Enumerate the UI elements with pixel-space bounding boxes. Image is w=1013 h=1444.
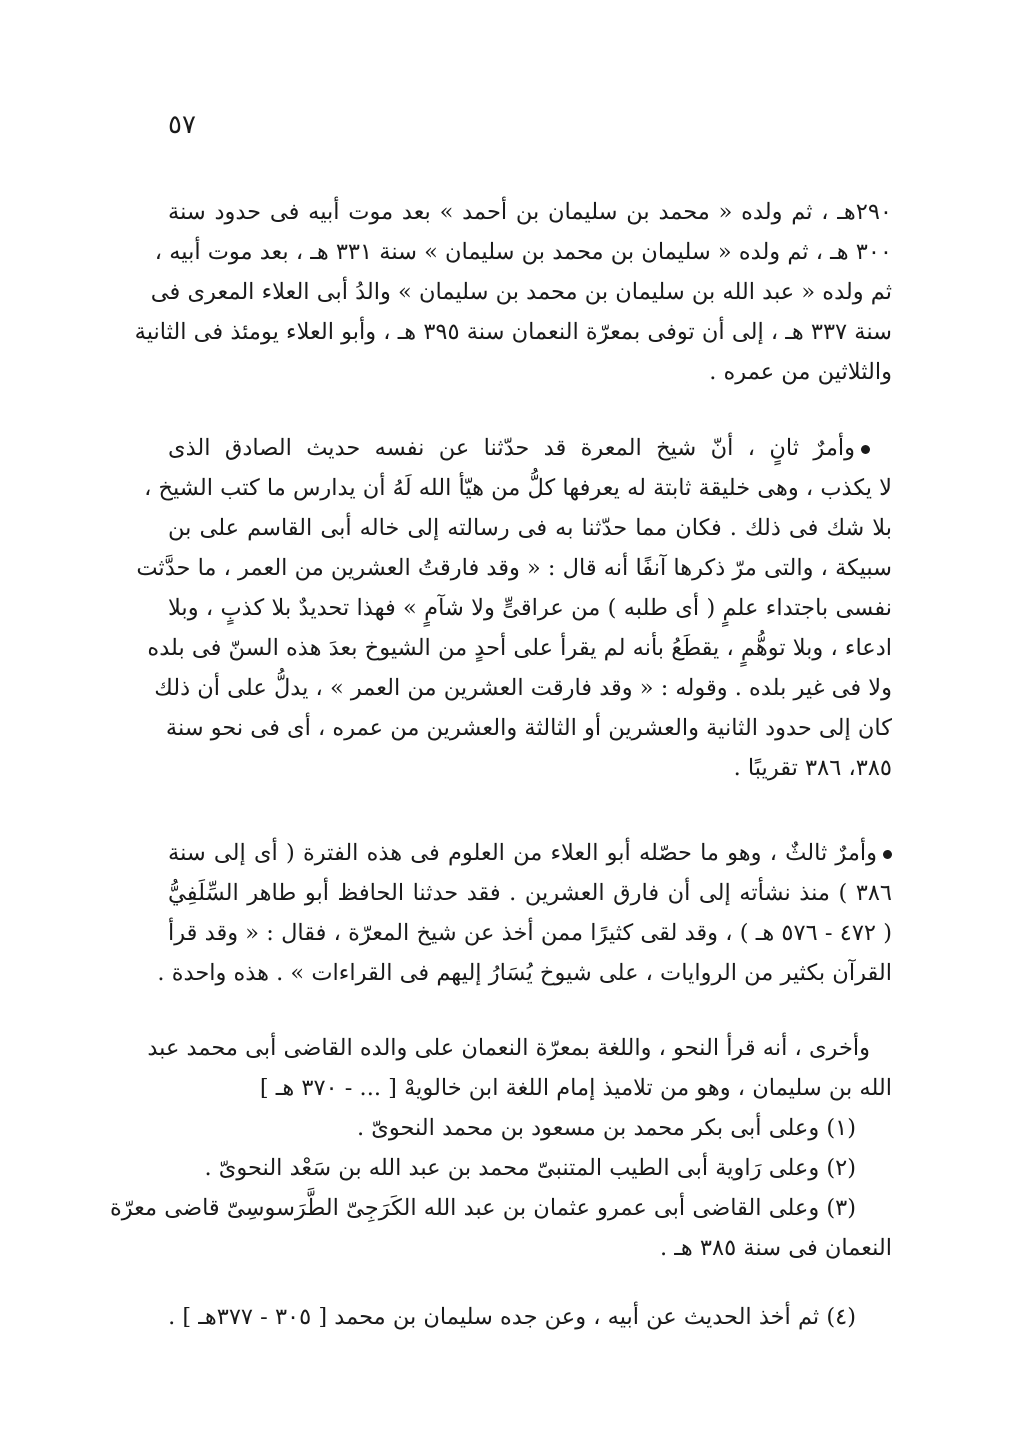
- paragraph-teachers: [109, 1028, 892, 1268]
- text-line: ثم ولده « عبد الله بن سليمان بن محمد بن سليمان » والدُ أبى العلاء المعرى فى: [150, 279, 892, 305]
- list-item: (٣) وعلى القاضى أبى عمرو عثمان بن عبد الله الكَرَجِىّ الطَّرَسوسِىّ قاضى معرّة: [109, 1195, 856, 1221]
- page-number: ٥٧: [168, 110, 196, 140]
- list-item: (٢) وعلى رَاوية أبى الطيب المتنبىّ محمد بن عبد الله بن سَعْد النحوىّ .: [204, 1155, 856, 1181]
- text-line: والثلاثين من عمره .: [709, 359, 892, 385]
- text-line: ادعاء ، وبلا توهُّمٍ ، يقطَعُ بأنه لم يقرأ على أحدٍ من الشيوخ بعدَ هذه السنّ فى بلده: [147, 635, 892, 661]
- text-line-content: وأمرٌ ثالثٌ ، وهو ما حصّله أبو العلاء من العلوم فى هذه الفترة ( أى إلى سنة: [168, 840, 877, 866]
- paragraph-third-matter: [157, 833, 892, 993]
- text-line: لا يكذب ، وهى خليقة ثابتة له يعرفها كلُّ من هيّأ الله لَهُ أن يدارس ما كتب الشيخ ،: [144, 475, 892, 501]
- text-line: ولا فى غير بلده . وقوله : « وقد فارقت العشرين من العمر » ، يدلُّ على أن ذلك: [154, 675, 892, 701]
- text-line: ٣٨٦ ) منذ نشأته إلى أن فارق العشرين . فقد حدثنا الحافظ أبو طاهر السِّلَفِيُّ: [168, 880, 892, 906]
- text-line: ٣٠٠ هـ ، ثم ولده « سليمان بن محمد بن سليمان » سنة ٣٣١ هـ ، بعد موت أبيه ،: [154, 239, 892, 265]
- paragraph-hadith: [168, 1297, 892, 1337]
- text-line-content: وأمرٌ ثانٍ ، أنّ شيخ المعرة قد حدّثنا عن نفسه حديث الصادق الذى: [168, 435, 855, 461]
- text-line: ٢٩٠هـ ، ثم ولده « محمد بن سليمان بن أحمد » بعد موت أبيه فى حدود سنة: [168, 199, 892, 225]
- paragraph-second-matter: [136, 428, 892, 788]
- text-line: سنة ٣٣٧ هـ ، إلى أن توفى بمعرّة النعمان سنة ٣٩٥ هـ ، وأبو العلاء يومئذ فى الثانية: [134, 319, 892, 345]
- text-line: ( ٤٧٢ - ٥٧٦ هـ ) ، وقد لقى كثيرًا ممن أخذ عن شيخ المعرّة ، فقال : « وقد قرأ: [168, 920, 892, 946]
- list-item: (٤) ثم أخذ الحديث عن أبيه ، وعن جده سليمان بن محمد [ ٣٠٥ - ٣٧٧هـ ] .: [168, 1304, 856, 1330]
- text-line: كان إلى حدود الثانية والعشرين أو الثالثة والعشرين من عمره ، أى فى نحو سنة: [165, 715, 892, 741]
- bullet-icon: [883, 850, 892, 859]
- text-line: وأخرى ، أنه قرأ النحو ، واللغة بمعرّة النعمان على والده القاضى أبى محمد عبد: [147, 1035, 870, 1061]
- text-line: الله بن سليمان ، وهو من تلاميذ إمام اللغة ابن خالويهْ [ ... - ٣٧٠ هـ ]: [259, 1075, 892, 1101]
- text-line: القرآن بكثير من الروايات ، على شيوخ يُسَارُ إليهم فى القراءات » . هذه واحدة .: [157, 960, 892, 986]
- bullet-icon: [861, 445, 870, 454]
- paragraph-ancestry: [134, 192, 892, 392]
- text-line: [168, 833, 892, 873]
- text-line: النعمان فى سنة ٣٨٥ هـ .: [660, 1235, 892, 1261]
- text-line: نفسى باجتداء علمٍ ( أى طلبه ) من عراقىٍّ ولا شآمٍ » فهذا تحديدٌ بلا كذبٍ ، وبلا: [168, 595, 892, 621]
- text-line: سبيكة ، والتى مرّ ذكرها آنفًا أنه قال : « وقد فارقتُ العشرين من العمر ، ما حدَّثت: [136, 555, 892, 581]
- text-line: [168, 428, 892, 468]
- text-line: بلا شك فى ذلك . فكان مما حدّثنا به فى رسالته إلى خاله أبى القاسم على بن: [168, 515, 892, 541]
- text-line: ٣٨٥، ٣٨٦ تقريبًا .: [733, 755, 892, 781]
- list-item: (١) وعلى أبى بكر محمد بن مسعود بن محمد النحوىّ .: [356, 1115, 856, 1141]
